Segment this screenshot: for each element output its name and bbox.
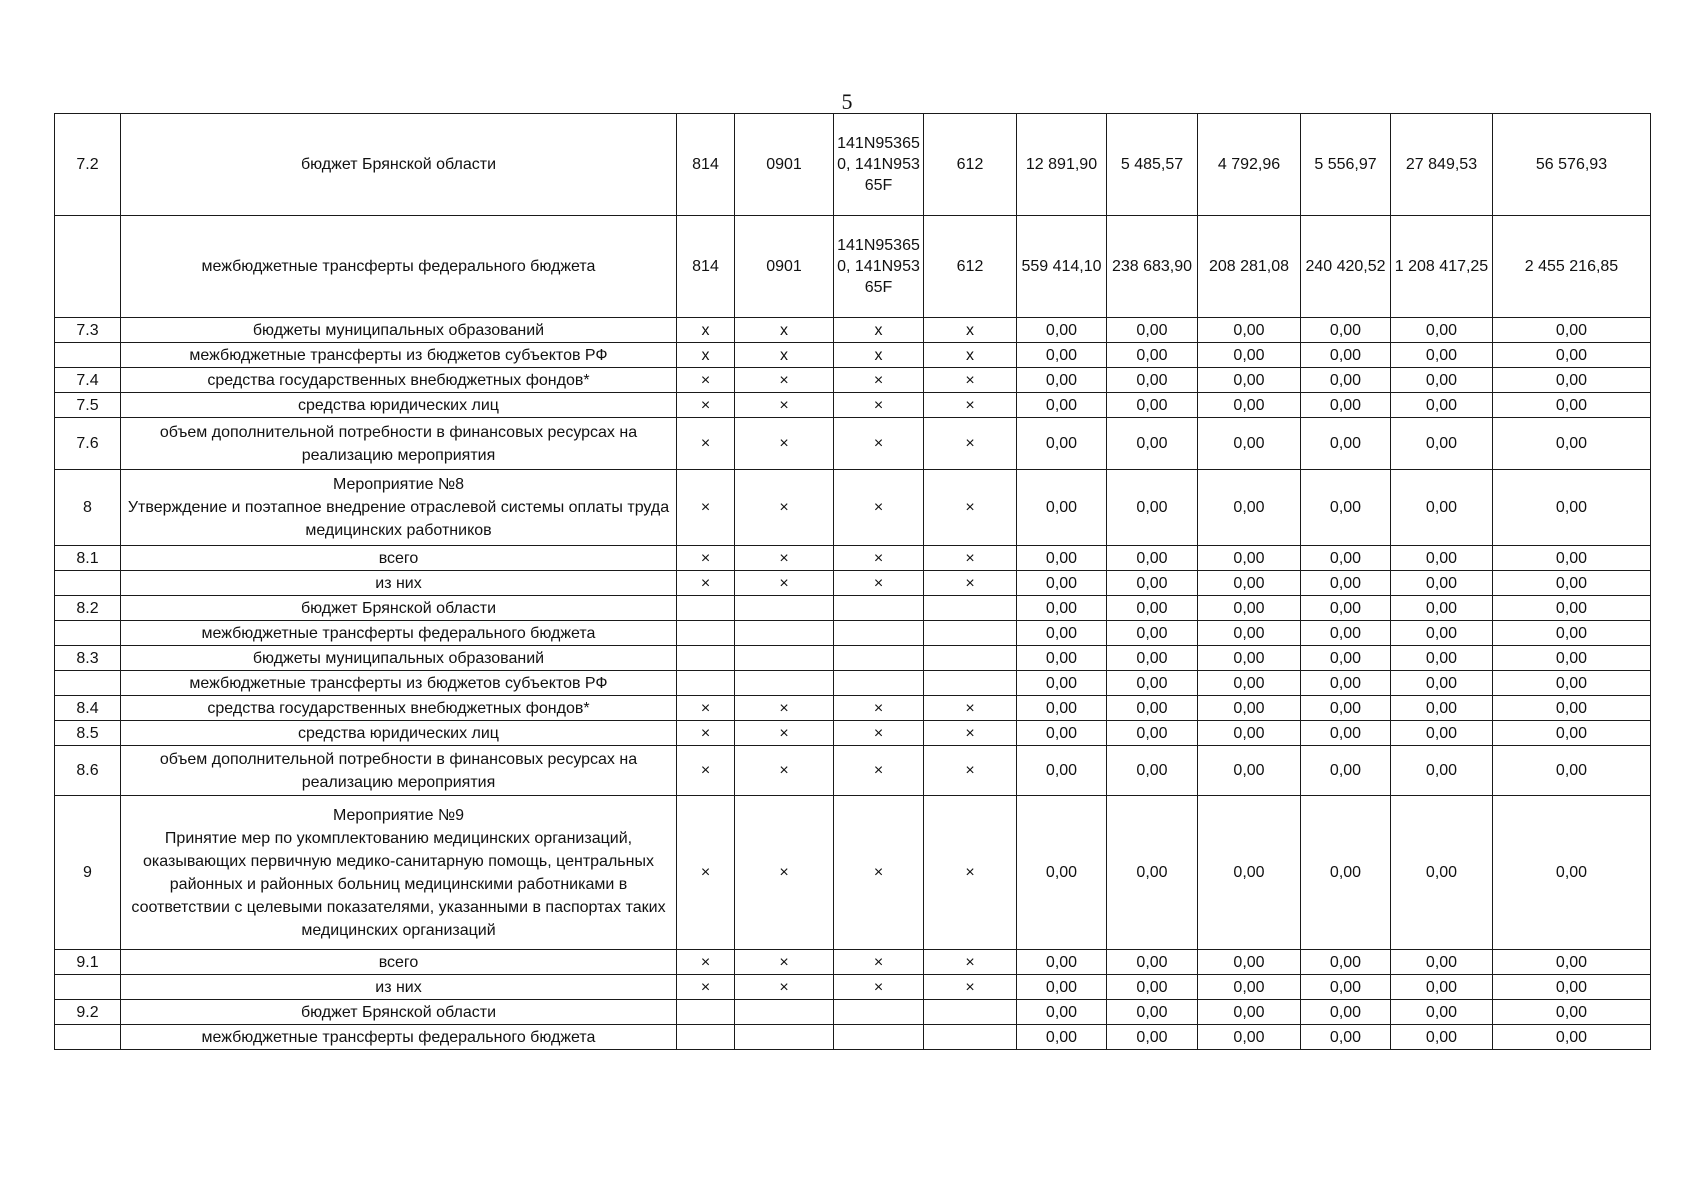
row-number-cell: 9.1 <box>55 950 121 975</box>
target-article-cell <box>834 646 924 671</box>
value-cell-5: 0,00 <box>1391 746 1493 796</box>
value-cell-5: 0,00 <box>1391 318 1493 343</box>
value-cell-3: 0,00 <box>1198 393 1301 418</box>
value-cell-1: 0,00 <box>1017 1025 1107 1050</box>
target-article-cell: × <box>834 470 924 546</box>
expense-type-cell <box>924 671 1017 696</box>
expense-type-cell <box>924 1025 1017 1050</box>
value-cell-5: 0,00 <box>1391 368 1493 393</box>
value-cell-5: 0,00 <box>1391 621 1493 646</box>
value-cell-4: 0,00 <box>1301 1000 1391 1025</box>
table-row <box>55 470 1651 546</box>
row-number-cell: 9 <box>55 796 121 950</box>
section-code-cell: × <box>735 721 834 746</box>
value-cell-5: 0,00 <box>1391 1000 1493 1025</box>
value-cell-5: 0,00 <box>1391 975 1493 1000</box>
section-code-cell: × <box>735 393 834 418</box>
grbs-code-cell: × <box>677 368 735 393</box>
section-code-cell <box>735 596 834 621</box>
expense-type-cell <box>924 621 1017 646</box>
value-cell-2: 0,00 <box>1107 343 1198 368</box>
table-row <box>55 646 1651 671</box>
grbs-code-cell: × <box>677 975 735 1000</box>
section-code-cell: × <box>735 950 834 975</box>
value-cell-2: 0,00 <box>1107 318 1198 343</box>
value-cell-1: 0,00 <box>1017 571 1107 596</box>
value-cell-3: 208 281,08 <box>1198 216 1301 318</box>
source-name-cell: средства юридических лиц <box>121 721 677 746</box>
value-cell-3: 0,00 <box>1198 950 1301 975</box>
value-cell-4: 5 556,97 <box>1301 114 1391 216</box>
expense-type-cell: × <box>924 796 1017 950</box>
section-code-cell: 0901 <box>735 216 834 318</box>
value-cell-1: 0,00 <box>1017 393 1107 418</box>
section-code-cell <box>735 646 834 671</box>
grbs-code-cell <box>677 596 735 621</box>
section-code-cell: × <box>735 696 834 721</box>
grbs-code-cell <box>677 671 735 696</box>
source-name-cell: межбюджетные трансферты федерального бюджета <box>121 216 677 318</box>
row-number-cell <box>55 216 121 318</box>
value-cell-1: 0,00 <box>1017 646 1107 671</box>
financing-table <box>54 113 1651 1050</box>
value-cell-4: 0,00 <box>1301 721 1391 746</box>
row-number-cell <box>55 571 121 596</box>
value-cell-5: 0,00 <box>1391 546 1493 571</box>
value-cell-3: 0,00 <box>1198 1000 1301 1025</box>
value-cell-3: 0,00 <box>1198 470 1301 546</box>
row-number-cell: 9.2 <box>55 1000 121 1025</box>
section-code-cell: × <box>735 470 834 546</box>
table-row <box>55 114 1651 216</box>
table-row <box>55 1025 1651 1050</box>
value-cell-1: 0,00 <box>1017 470 1107 546</box>
value-cell-4: 0,00 <box>1301 1025 1391 1050</box>
grbs-code-cell: × <box>677 470 735 546</box>
value-cell-6: 0,00 <box>1493 470 1651 546</box>
source-name-cell: Мероприятие №9 Принятие мер по укомплектованию медицинских организаций, оказывающих первичную медико-санитарную помощь, центральных районных и районных больниц медицинскими работниками в соответствии с целевыми показателями, указанными в паспортах таких медицинских организаций <box>121 796 677 950</box>
target-article-cell: x <box>834 343 924 368</box>
grbs-code-cell: × <box>677 546 735 571</box>
expense-type-cell: × <box>924 393 1017 418</box>
expense-type-cell: × <box>924 975 1017 1000</box>
source-name-cell: межбюджетные трансферты федерального бюджета <box>121 1025 677 1050</box>
value-cell-1: 0,00 <box>1017 975 1107 1000</box>
value-cell-3: 0,00 <box>1198 596 1301 621</box>
target-article-cell <box>834 1025 924 1050</box>
table-row <box>55 671 1651 696</box>
value-cell-5: 0,00 <box>1391 671 1493 696</box>
value-cell-2: 0,00 <box>1107 571 1198 596</box>
value-cell-4: 0,00 <box>1301 646 1391 671</box>
row-number-cell <box>55 975 121 1000</box>
table-row <box>55 343 1651 368</box>
value-cell-1: 0,00 <box>1017 318 1107 343</box>
target-article-cell: × <box>834 696 924 721</box>
value-cell-5: 0,00 <box>1391 571 1493 596</box>
value-cell-4: 0,00 <box>1301 746 1391 796</box>
section-code-cell: × <box>735 418 834 470</box>
target-article-cell: × <box>834 721 924 746</box>
target-article-cell: × <box>834 975 924 1000</box>
expense-type-cell: x <box>924 318 1017 343</box>
value-cell-2: 0,00 <box>1107 621 1198 646</box>
source-name-cell: средства юридических лиц <box>121 393 677 418</box>
target-article-cell: × <box>834 368 924 393</box>
value-cell-2: 238 683,90 <box>1107 216 1198 318</box>
value-cell-2: 0,00 <box>1107 721 1198 746</box>
value-cell-3: 0,00 <box>1198 671 1301 696</box>
value-cell-4: 0,00 <box>1301 318 1391 343</box>
value-cell-6: 0,00 <box>1493 1025 1651 1050</box>
row-number-cell: 8.6 <box>55 746 121 796</box>
section-code-cell: x <box>735 318 834 343</box>
table-row <box>55 950 1651 975</box>
value-cell-3: 0,00 <box>1198 721 1301 746</box>
value-cell-6: 0,00 <box>1493 596 1651 621</box>
value-cell-1: 0,00 <box>1017 418 1107 470</box>
value-cell-2: 0,00 <box>1107 418 1198 470</box>
table-row <box>55 596 1651 621</box>
target-article-cell: × <box>834 418 924 470</box>
value-cell-1: 0,00 <box>1017 343 1107 368</box>
value-cell-6: 0,00 <box>1493 621 1651 646</box>
value-cell-4: 0,00 <box>1301 571 1391 596</box>
target-article-cell <box>834 671 924 696</box>
value-cell-4: 0,00 <box>1301 393 1391 418</box>
value-cell-1: 0,00 <box>1017 950 1107 975</box>
value-cell-4: 0,00 <box>1301 671 1391 696</box>
grbs-code-cell: × <box>677 571 735 596</box>
value-cell-2: 0,00 <box>1107 796 1198 950</box>
value-cell-4: 0,00 <box>1301 621 1391 646</box>
value-cell-2: 0,00 <box>1107 950 1198 975</box>
source-name-cell: бюджеты муниципальных образований <box>121 318 677 343</box>
source-name-cell: бюджет Брянской области <box>121 1000 677 1025</box>
value-cell-4: 0,00 <box>1301 546 1391 571</box>
grbs-code-cell: x <box>677 318 735 343</box>
section-code-cell: × <box>735 571 834 596</box>
source-name-cell: межбюджетные трансферты из бюджетов субъектов РФ <box>121 671 677 696</box>
financing-table-container <box>54 113 1650 1050</box>
value-cell-6: 0,00 <box>1493 368 1651 393</box>
grbs-code-cell: × <box>677 950 735 975</box>
row-number-cell: 7.3 <box>55 318 121 343</box>
value-cell-5: 0,00 <box>1391 646 1493 671</box>
value-cell-3: 0,00 <box>1198 418 1301 470</box>
value-cell-2: 0,00 <box>1107 1025 1198 1050</box>
value-cell-1: 0,00 <box>1017 546 1107 571</box>
row-number-cell: 8.1 <box>55 546 121 571</box>
value-cell-2: 0,00 <box>1107 746 1198 796</box>
source-name-cell: из них <box>121 571 677 596</box>
value-cell-4: 0,00 <box>1301 470 1391 546</box>
table-row <box>55 746 1651 796</box>
expense-type-cell <box>924 646 1017 671</box>
expense-type-cell: × <box>924 721 1017 746</box>
value-cell-6: 0,00 <box>1493 546 1651 571</box>
target-article-cell <box>834 1000 924 1025</box>
section-code-cell: × <box>735 368 834 393</box>
row-number-cell: 8.3 <box>55 646 121 671</box>
value-cell-4: 240 420,52 <box>1301 216 1391 318</box>
source-name-cell: бюджеты муниципальных образований <box>121 646 677 671</box>
table-row <box>55 796 1651 950</box>
value-cell-4: 0,00 <box>1301 596 1391 621</box>
target-article-cell <box>834 596 924 621</box>
value-cell-5: 0,00 <box>1391 470 1493 546</box>
value-cell-6: 0,00 <box>1493 796 1651 950</box>
value-cell-1: 0,00 <box>1017 671 1107 696</box>
value-cell-4: 0,00 <box>1301 418 1391 470</box>
expense-type-cell: × <box>924 571 1017 596</box>
row-number-cell: 8.5 <box>55 721 121 746</box>
section-code-cell <box>735 621 834 646</box>
table-row <box>55 546 1651 571</box>
value-cell-6: 0,00 <box>1493 950 1651 975</box>
value-cell-6: 0,00 <box>1493 646 1651 671</box>
table-row <box>55 393 1651 418</box>
value-cell-5: 1 208 417,25 <box>1391 216 1493 318</box>
section-code-cell <box>735 1025 834 1050</box>
grbs-code-cell <box>677 1025 735 1050</box>
value-cell-5: 0,00 <box>1391 721 1493 746</box>
value-cell-5: 0,00 <box>1391 393 1493 418</box>
value-cell-2: 0,00 <box>1107 368 1198 393</box>
value-cell-3: 0,00 <box>1198 546 1301 571</box>
source-name-cell: из них <box>121 975 677 1000</box>
expense-type-cell: 612 <box>924 216 1017 318</box>
value-cell-2: 0,00 <box>1107 975 1198 1000</box>
source-name-cell: межбюджетные трансферты из бюджетов субъектов РФ <box>121 343 677 368</box>
section-code-cell: × <box>735 746 834 796</box>
source-name-cell: бюджет Брянской области <box>121 114 677 216</box>
value-cell-1: 0,00 <box>1017 621 1107 646</box>
value-cell-2: 0,00 <box>1107 393 1198 418</box>
value-cell-3: 4 792,96 <box>1198 114 1301 216</box>
expense-type-cell: × <box>924 746 1017 796</box>
row-number-cell: 7.2 <box>55 114 121 216</box>
value-cell-3: 0,00 <box>1198 318 1301 343</box>
section-code-cell: × <box>735 546 834 571</box>
expense-type-cell: × <box>924 696 1017 721</box>
target-article-cell <box>834 621 924 646</box>
grbs-code-cell: × <box>677 393 735 418</box>
grbs-code-cell: × <box>677 696 735 721</box>
value-cell-6: 56 576,93 <box>1493 114 1651 216</box>
value-cell-1: 0,00 <box>1017 1000 1107 1025</box>
row-number-cell: 8.4 <box>55 696 121 721</box>
expense-type-cell <box>924 1000 1017 1025</box>
value-cell-2: 0,00 <box>1107 1000 1198 1025</box>
value-cell-5: 0,00 <box>1391 696 1493 721</box>
value-cell-6: 0,00 <box>1493 393 1651 418</box>
source-name-cell: бюджет Брянской области <box>121 596 677 621</box>
row-number-cell: 7.4 <box>55 368 121 393</box>
target-article-cell: × <box>834 746 924 796</box>
value-cell-6: 0,00 <box>1493 318 1651 343</box>
table-row <box>55 721 1651 746</box>
table-row <box>55 318 1651 343</box>
value-cell-1: 0,00 <box>1017 596 1107 621</box>
row-number-cell <box>55 343 121 368</box>
value-cell-3: 0,00 <box>1198 1025 1301 1050</box>
page-number: 5 <box>841 89 853 114</box>
source-name-cell: объем дополнительной потребности в финансовых ресурсах на реализацию мероприятия <box>121 746 677 796</box>
value-cell-3: 0,00 <box>1198 746 1301 796</box>
value-cell-3: 0,00 <box>1198 368 1301 393</box>
value-cell-1: 0,00 <box>1017 721 1107 746</box>
value-cell-2: 0,00 <box>1107 696 1198 721</box>
target-article-cell: x <box>834 318 924 343</box>
value-cell-2: 5 485,57 <box>1107 114 1198 216</box>
row-number-cell <box>55 621 121 646</box>
value-cell-5: 0,00 <box>1391 950 1493 975</box>
grbs-code-cell <box>677 621 735 646</box>
value-cell-2: 0,00 <box>1107 470 1198 546</box>
grbs-code-cell: × <box>677 796 735 950</box>
value-cell-3: 0,00 <box>1198 696 1301 721</box>
value-cell-3: 0,00 <box>1198 571 1301 596</box>
table-body <box>55 114 1651 1050</box>
grbs-code-cell: 814 <box>677 216 735 318</box>
value-cell-3: 0,00 <box>1198 646 1301 671</box>
section-code-cell: 0901 <box>735 114 834 216</box>
target-article-cell: 141N953650, 141N95365F <box>834 216 924 318</box>
value-cell-3: 0,00 <box>1198 621 1301 646</box>
value-cell-6: 0,00 <box>1493 671 1651 696</box>
value-cell-1: 0,00 <box>1017 746 1107 796</box>
section-code-cell: x <box>735 343 834 368</box>
section-code-cell <box>735 671 834 696</box>
table-row <box>55 216 1651 318</box>
value-cell-6: 0,00 <box>1493 721 1651 746</box>
source-name-cell: средства государственных внебюджетных фондов* <box>121 368 677 393</box>
value-cell-6: 0,00 <box>1493 343 1651 368</box>
value-cell-6: 2 455 216,85 <box>1493 216 1651 318</box>
expense-type-cell: × <box>924 418 1017 470</box>
grbs-code-cell: × <box>677 746 735 796</box>
row-number-cell <box>55 1025 121 1050</box>
value-cell-5: 0,00 <box>1391 343 1493 368</box>
value-cell-1: 0,00 <box>1017 696 1107 721</box>
value-cell-5: 0,00 <box>1391 1025 1493 1050</box>
value-cell-6: 0,00 <box>1493 1000 1651 1025</box>
value-cell-4: 0,00 <box>1301 950 1391 975</box>
value-cell-3: 0,00 <box>1198 796 1301 950</box>
section-code-cell <box>735 1000 834 1025</box>
table-row <box>55 571 1651 596</box>
value-cell-1: 0,00 <box>1017 368 1107 393</box>
value-cell-6: 0,00 <box>1493 418 1651 470</box>
row-number-cell: 8 <box>55 470 121 546</box>
row-number-cell <box>55 671 121 696</box>
target-article-cell: × <box>834 546 924 571</box>
value-cell-2: 0,00 <box>1107 546 1198 571</box>
value-cell-1: 559 414,10 <box>1017 216 1107 318</box>
grbs-code-cell: 814 <box>677 114 735 216</box>
value-cell-2: 0,00 <box>1107 596 1198 621</box>
table-row <box>55 621 1651 646</box>
row-number-cell: 8.2 <box>55 596 121 621</box>
value-cell-5: 0,00 <box>1391 596 1493 621</box>
source-name-cell: средства государственных внебюджетных фондов* <box>121 696 677 721</box>
grbs-code-cell <box>677 646 735 671</box>
source-name-cell: Мероприятие №8 Утверждение и поэтапное внедрение отраслевой системы оплаты труда медицинских работников <box>121 470 677 546</box>
grbs-code-cell: × <box>677 418 735 470</box>
target-article-cell: × <box>834 571 924 596</box>
value-cell-6: 0,00 <box>1493 975 1651 1000</box>
expense-type-cell: x <box>924 343 1017 368</box>
value-cell-4: 0,00 <box>1301 696 1391 721</box>
value-cell-6: 0,00 <box>1493 746 1651 796</box>
row-number-cell: 7.5 <box>55 393 121 418</box>
value-cell-3: 0,00 <box>1198 975 1301 1000</box>
value-cell-5: 0,00 <box>1391 796 1493 950</box>
table-row <box>55 368 1651 393</box>
expense-type-cell: × <box>924 368 1017 393</box>
grbs-code-cell <box>677 1000 735 1025</box>
section-code-cell: × <box>735 796 834 950</box>
value-cell-1: 0,00 <box>1017 796 1107 950</box>
target-article-cell: × <box>834 950 924 975</box>
value-cell-5: 27 849,53 <box>1391 114 1493 216</box>
expense-type-cell: × <box>924 546 1017 571</box>
value-cell-3: 0,00 <box>1198 343 1301 368</box>
target-article-cell: × <box>834 393 924 418</box>
grbs-code-cell: x <box>677 343 735 368</box>
value-cell-4: 0,00 <box>1301 343 1391 368</box>
value-cell-6: 0,00 <box>1493 696 1651 721</box>
table-row <box>55 1000 1651 1025</box>
value-cell-4: 0,00 <box>1301 796 1391 950</box>
table-row <box>55 975 1651 1000</box>
value-cell-6: 0,00 <box>1493 571 1651 596</box>
expense-type-cell: 612 <box>924 114 1017 216</box>
value-cell-4: 0,00 <box>1301 975 1391 1000</box>
row-number-cell: 7.6 <box>55 418 121 470</box>
target-article-cell: × <box>834 796 924 950</box>
section-code-cell: × <box>735 975 834 1000</box>
table-row <box>55 696 1651 721</box>
source-name-cell: всего <box>121 546 677 571</box>
value-cell-2: 0,00 <box>1107 646 1198 671</box>
value-cell-4: 0,00 <box>1301 368 1391 393</box>
expense-type-cell: × <box>924 950 1017 975</box>
source-name-cell: объем дополнительной потребности в финансовых ресурсах на реализацию мероприятия <box>121 418 677 470</box>
value-cell-1: 12 891,90 <box>1017 114 1107 216</box>
expense-type-cell <box>924 596 1017 621</box>
expense-type-cell: × <box>924 470 1017 546</box>
grbs-code-cell: × <box>677 721 735 746</box>
table-row <box>55 418 1651 470</box>
target-article-cell: 141N953650, 141N95365F <box>834 114 924 216</box>
source-name-cell: межбюджетные трансферты федерального бюджета <box>121 621 677 646</box>
value-cell-2: 0,00 <box>1107 671 1198 696</box>
source-name-cell: всего <box>121 950 677 975</box>
value-cell-5: 0,00 <box>1391 418 1493 470</box>
